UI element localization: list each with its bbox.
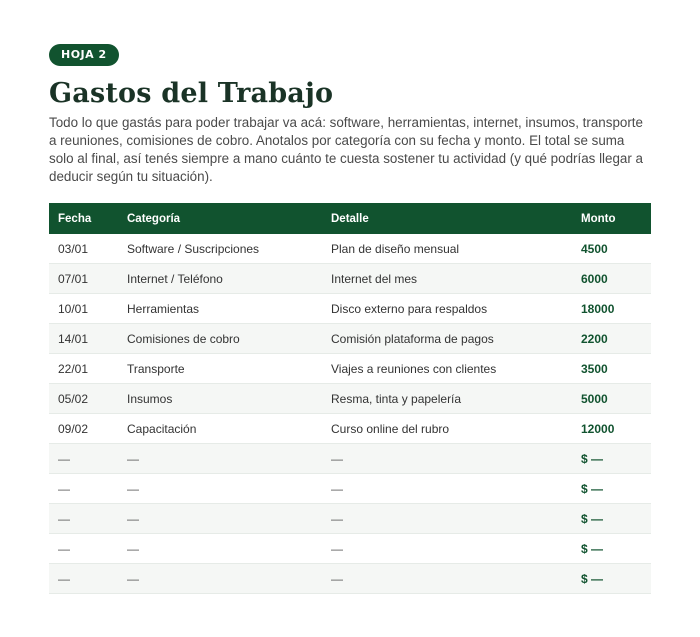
table-header [49, 203, 651, 234]
header-categoria: Categoría [127, 212, 181, 225]
cell-categoria[interactable]: — [118, 474, 322, 504]
table-body [49, 234, 651, 594]
cell-fecha[interactable]: — [49, 564, 118, 594]
cell-detalle[interactable]: Internet del mes [322, 264, 572, 294]
cell-categoria[interactable]: Comisiones de cobro [118, 324, 322, 354]
header-fecha: Fecha [58, 212, 92, 225]
table-row [49, 504, 651, 534]
cell-monto[interactable]: 3500 [572, 354, 651, 384]
table-row [49, 354, 651, 384]
cell-categoria[interactable]: Internet / Teléfono [118, 264, 322, 294]
cell-detalle[interactable]: Viajes a reuniones con clientes [322, 354, 572, 384]
cell-detalle[interactable]: Resma, tinta y papelería [322, 384, 572, 414]
table-row [49, 474, 651, 504]
table-row [49, 234, 651, 264]
cell-fecha[interactable]: — [49, 534, 118, 564]
table-row [49, 384, 651, 414]
cell-fecha[interactable]: — [49, 444, 118, 474]
cell-monto[interactable]: $ — [572, 504, 651, 534]
table-row [49, 414, 651, 444]
cell-categoria[interactable]: Herramientas [118, 294, 322, 324]
cell-monto[interactable]: $ — [572, 534, 651, 564]
cell-fecha[interactable]: — [49, 504, 118, 534]
table-row [49, 564, 651, 594]
cell-monto[interactable]: 18000 [572, 294, 651, 324]
cell-monto[interactable]: 2200 [572, 324, 651, 354]
cell-fecha[interactable]: 07/01 [49, 264, 118, 294]
table-row [49, 444, 651, 474]
header-monto: Monto [581, 212, 616, 225]
cell-detalle[interactable]: — [322, 474, 572, 504]
cell-monto[interactable]: 4500 [572, 234, 651, 264]
cell-detalle[interactable]: — [322, 534, 572, 564]
cell-categoria[interactable]: — [118, 534, 322, 564]
cell-categoria[interactable]: — [118, 504, 322, 534]
cell-detalle[interactable]: Plan de diseño mensual [322, 234, 572, 264]
cell-fecha[interactable]: 14/01 [49, 324, 118, 354]
cell-detalle[interactable]: — [322, 444, 572, 474]
sheet-badge: HOJA 2 [49, 44, 119, 66]
cell-monto[interactable]: $ — [572, 564, 651, 594]
cell-detalle[interactable]: — [322, 504, 572, 534]
cell-monto[interactable]: $ — [572, 474, 651, 504]
expenses-table [49, 203, 651, 594]
page-description: Todo lo que gastás para poder trabajar va acá: software, herramientas, internet, insumos, transporte a reuniones, comisiones de cobro. Anotalos por categoría con su fecha y monto. El total se suma solo al final, así tenés siempre a mano cuánto te cuesta sostener tu actividad (y qué podrías llegar a deducir según tu situación). [49, 115, 643, 184]
cell-categoria[interactable]: Software / Suscripciones [118, 234, 322, 264]
cell-monto[interactable]: $ — [572, 444, 651, 474]
cell-detalle[interactable]: Curso online del rubro [322, 414, 572, 444]
cell-categoria[interactable]: — [118, 444, 322, 474]
table-row [49, 534, 651, 564]
cell-fecha[interactable]: 10/01 [49, 294, 118, 324]
table-row [49, 324, 651, 354]
table-header-row [49, 203, 651, 234]
table-row [49, 264, 651, 294]
page-title: Gastos del Trabajo [49, 78, 334, 109]
cell-fecha[interactable]: — [49, 474, 118, 504]
cell-fecha[interactable]: 22/01 [49, 354, 118, 384]
cell-detalle[interactable]: — [322, 564, 572, 594]
cell-categoria[interactable]: Transporte [118, 354, 322, 384]
cell-categoria[interactable]: — [118, 564, 322, 594]
cell-monto[interactable]: 12000 [572, 414, 651, 444]
expense-sheet [49, 44, 651, 594]
cell-fecha[interactable]: 05/02 [49, 384, 118, 414]
cell-fecha[interactable]: 03/01 [49, 234, 118, 264]
header-detalle: Detalle [331, 212, 369, 225]
cell-categoria[interactable]: Insumos [118, 384, 322, 414]
cell-categoria[interactable]: Capacitación [118, 414, 322, 444]
cell-monto[interactable]: 5000 [572, 384, 651, 414]
cell-detalle[interactable]: Comisión plataforma de pagos [322, 324, 572, 354]
cell-monto[interactable]: 6000 [572, 264, 651, 294]
cell-fecha[interactable]: 09/02 [49, 414, 118, 444]
cell-detalle[interactable]: Disco externo para respaldos [322, 294, 572, 324]
table-row [49, 294, 651, 324]
